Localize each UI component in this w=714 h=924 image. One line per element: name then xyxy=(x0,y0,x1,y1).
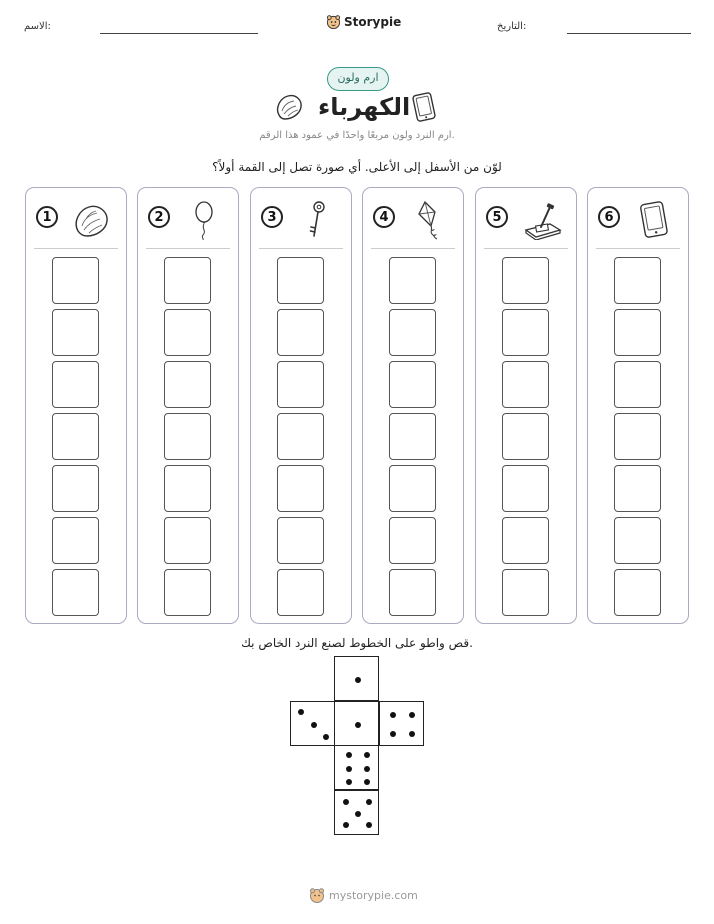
column-divider xyxy=(259,248,343,249)
mascot-icon xyxy=(326,14,341,29)
color-box[interactable] xyxy=(502,517,549,564)
kite-icon xyxy=(407,200,451,240)
date-line xyxy=(567,33,691,34)
color-box[interactable] xyxy=(614,569,661,616)
balloon-icon xyxy=(182,200,226,240)
color-box[interactable] xyxy=(389,465,436,512)
name-line xyxy=(100,33,258,34)
color-box[interactable] xyxy=(164,361,211,408)
color-box[interactable] xyxy=(52,309,99,356)
column-3 xyxy=(250,187,352,624)
dice-pip xyxy=(355,722,361,728)
column-number: 3 xyxy=(261,206,283,228)
name-label: الاسم: xyxy=(24,21,51,32)
color-box[interactable] xyxy=(164,413,211,460)
question: لوّن من الأسفل إلى الأعلى. أي صورة تصل إلى القمة أولاً؟ xyxy=(212,160,502,174)
color-box[interactable] xyxy=(389,257,436,304)
column-header xyxy=(26,200,126,240)
dice-face-1 xyxy=(334,701,379,746)
dice-pip xyxy=(323,734,329,740)
column-divider xyxy=(146,248,230,249)
dice-pip xyxy=(366,822,372,828)
footer-url: mystorypie.com xyxy=(329,888,418,902)
column-number: 4 xyxy=(373,206,395,228)
column-header xyxy=(251,200,351,240)
column-number: 2 xyxy=(148,206,170,228)
color-box[interactable] xyxy=(52,413,99,460)
column-divider xyxy=(596,248,680,249)
dice-pip xyxy=(364,779,370,785)
column-number: 1 xyxy=(36,206,58,228)
column-5 xyxy=(475,187,577,624)
dice-face-4 xyxy=(379,701,424,746)
color-box[interactable] xyxy=(277,569,324,616)
column-4 xyxy=(362,187,464,624)
dice-pip xyxy=(390,712,396,718)
column-divider xyxy=(34,248,118,249)
color-box[interactable] xyxy=(277,257,324,304)
color-box[interactable] xyxy=(164,257,211,304)
dice-pip xyxy=(298,709,304,715)
column-1 xyxy=(25,187,127,624)
dice-pip xyxy=(346,752,352,758)
color-box[interactable] xyxy=(614,465,661,512)
color-box[interactable] xyxy=(614,517,661,564)
color-box[interactable] xyxy=(614,413,661,460)
column-number: 5 xyxy=(486,206,508,228)
column-header xyxy=(476,200,576,240)
dice-face-6 xyxy=(334,745,379,790)
color-box[interactable] xyxy=(52,257,99,304)
page-title: الكهرباء xyxy=(318,93,411,121)
dice-pip xyxy=(409,731,415,737)
color-box[interactable] xyxy=(389,361,436,408)
dice-pip xyxy=(366,799,372,805)
color-box[interactable] xyxy=(502,361,549,408)
brand-name: Storypie xyxy=(344,14,402,29)
dice-pip xyxy=(311,722,317,728)
color-box[interactable] xyxy=(389,413,436,460)
color-box[interactable] xyxy=(164,517,211,564)
dice-pip xyxy=(346,779,352,785)
mascot-icon xyxy=(309,887,325,903)
tablet-icon xyxy=(408,90,440,124)
dice-pip xyxy=(364,766,370,772)
color-box[interactable] xyxy=(164,309,211,356)
color-box[interactable] xyxy=(502,257,549,304)
dice-face-3 xyxy=(290,701,335,746)
dice-pip xyxy=(355,811,361,817)
dice-pip xyxy=(343,799,349,805)
activity-badge: ارم ولون xyxy=(327,67,389,91)
color-box[interactable] xyxy=(52,569,99,616)
date-label: التاريخ: xyxy=(497,21,527,32)
color-box[interactable] xyxy=(277,361,324,408)
dice-pip xyxy=(355,677,361,683)
color-box[interactable] xyxy=(389,517,436,564)
color-box[interactable] xyxy=(52,361,99,408)
color-box[interactable] xyxy=(164,569,211,616)
color-box[interactable] xyxy=(277,517,324,564)
color-box[interactable] xyxy=(277,465,324,512)
amber-stone-icon xyxy=(274,92,304,122)
column-6 xyxy=(587,187,689,624)
footer xyxy=(309,887,418,903)
dice-instruction: قص واطو على الخطوط لصنع النرد الخاص بك. xyxy=(241,636,473,650)
color-box[interactable] xyxy=(614,309,661,356)
color-box[interactable] xyxy=(52,517,99,564)
subtitle: ارم النرد ولون مربعًا واحدًا في عمود هذا الرقم. xyxy=(259,130,455,141)
dice-pip xyxy=(343,822,349,828)
color-box[interactable] xyxy=(164,465,211,512)
color-box[interactable] xyxy=(502,309,549,356)
brand-logo xyxy=(326,14,401,29)
amber-stone-icon xyxy=(70,200,114,240)
dice-pip xyxy=(346,766,352,772)
color-box[interactable] xyxy=(389,569,436,616)
dice-face-5 xyxy=(334,790,379,835)
dice-pip xyxy=(390,731,396,737)
column-divider xyxy=(484,248,568,249)
dice-face-1 xyxy=(334,656,379,701)
dice-pip xyxy=(409,712,415,718)
switch-icon xyxy=(520,200,564,240)
column-2 xyxy=(137,187,239,624)
color-box[interactable] xyxy=(614,257,661,304)
color-box[interactable] xyxy=(502,465,549,512)
color-box[interactable] xyxy=(277,413,324,460)
dice-pip xyxy=(364,752,370,758)
column-divider xyxy=(371,248,455,249)
column-header xyxy=(588,200,688,240)
column-header xyxy=(363,200,463,240)
color-box[interactable] xyxy=(389,309,436,356)
color-box[interactable] xyxy=(277,309,324,356)
color-box[interactable] xyxy=(52,465,99,512)
color-box[interactable] xyxy=(502,569,549,616)
tablet-icon xyxy=(632,200,676,240)
color-box[interactable] xyxy=(502,413,549,460)
column-number: 6 xyxy=(598,206,620,228)
color-box[interactable] xyxy=(614,361,661,408)
column-header xyxy=(138,200,238,240)
key-icon xyxy=(295,200,339,240)
